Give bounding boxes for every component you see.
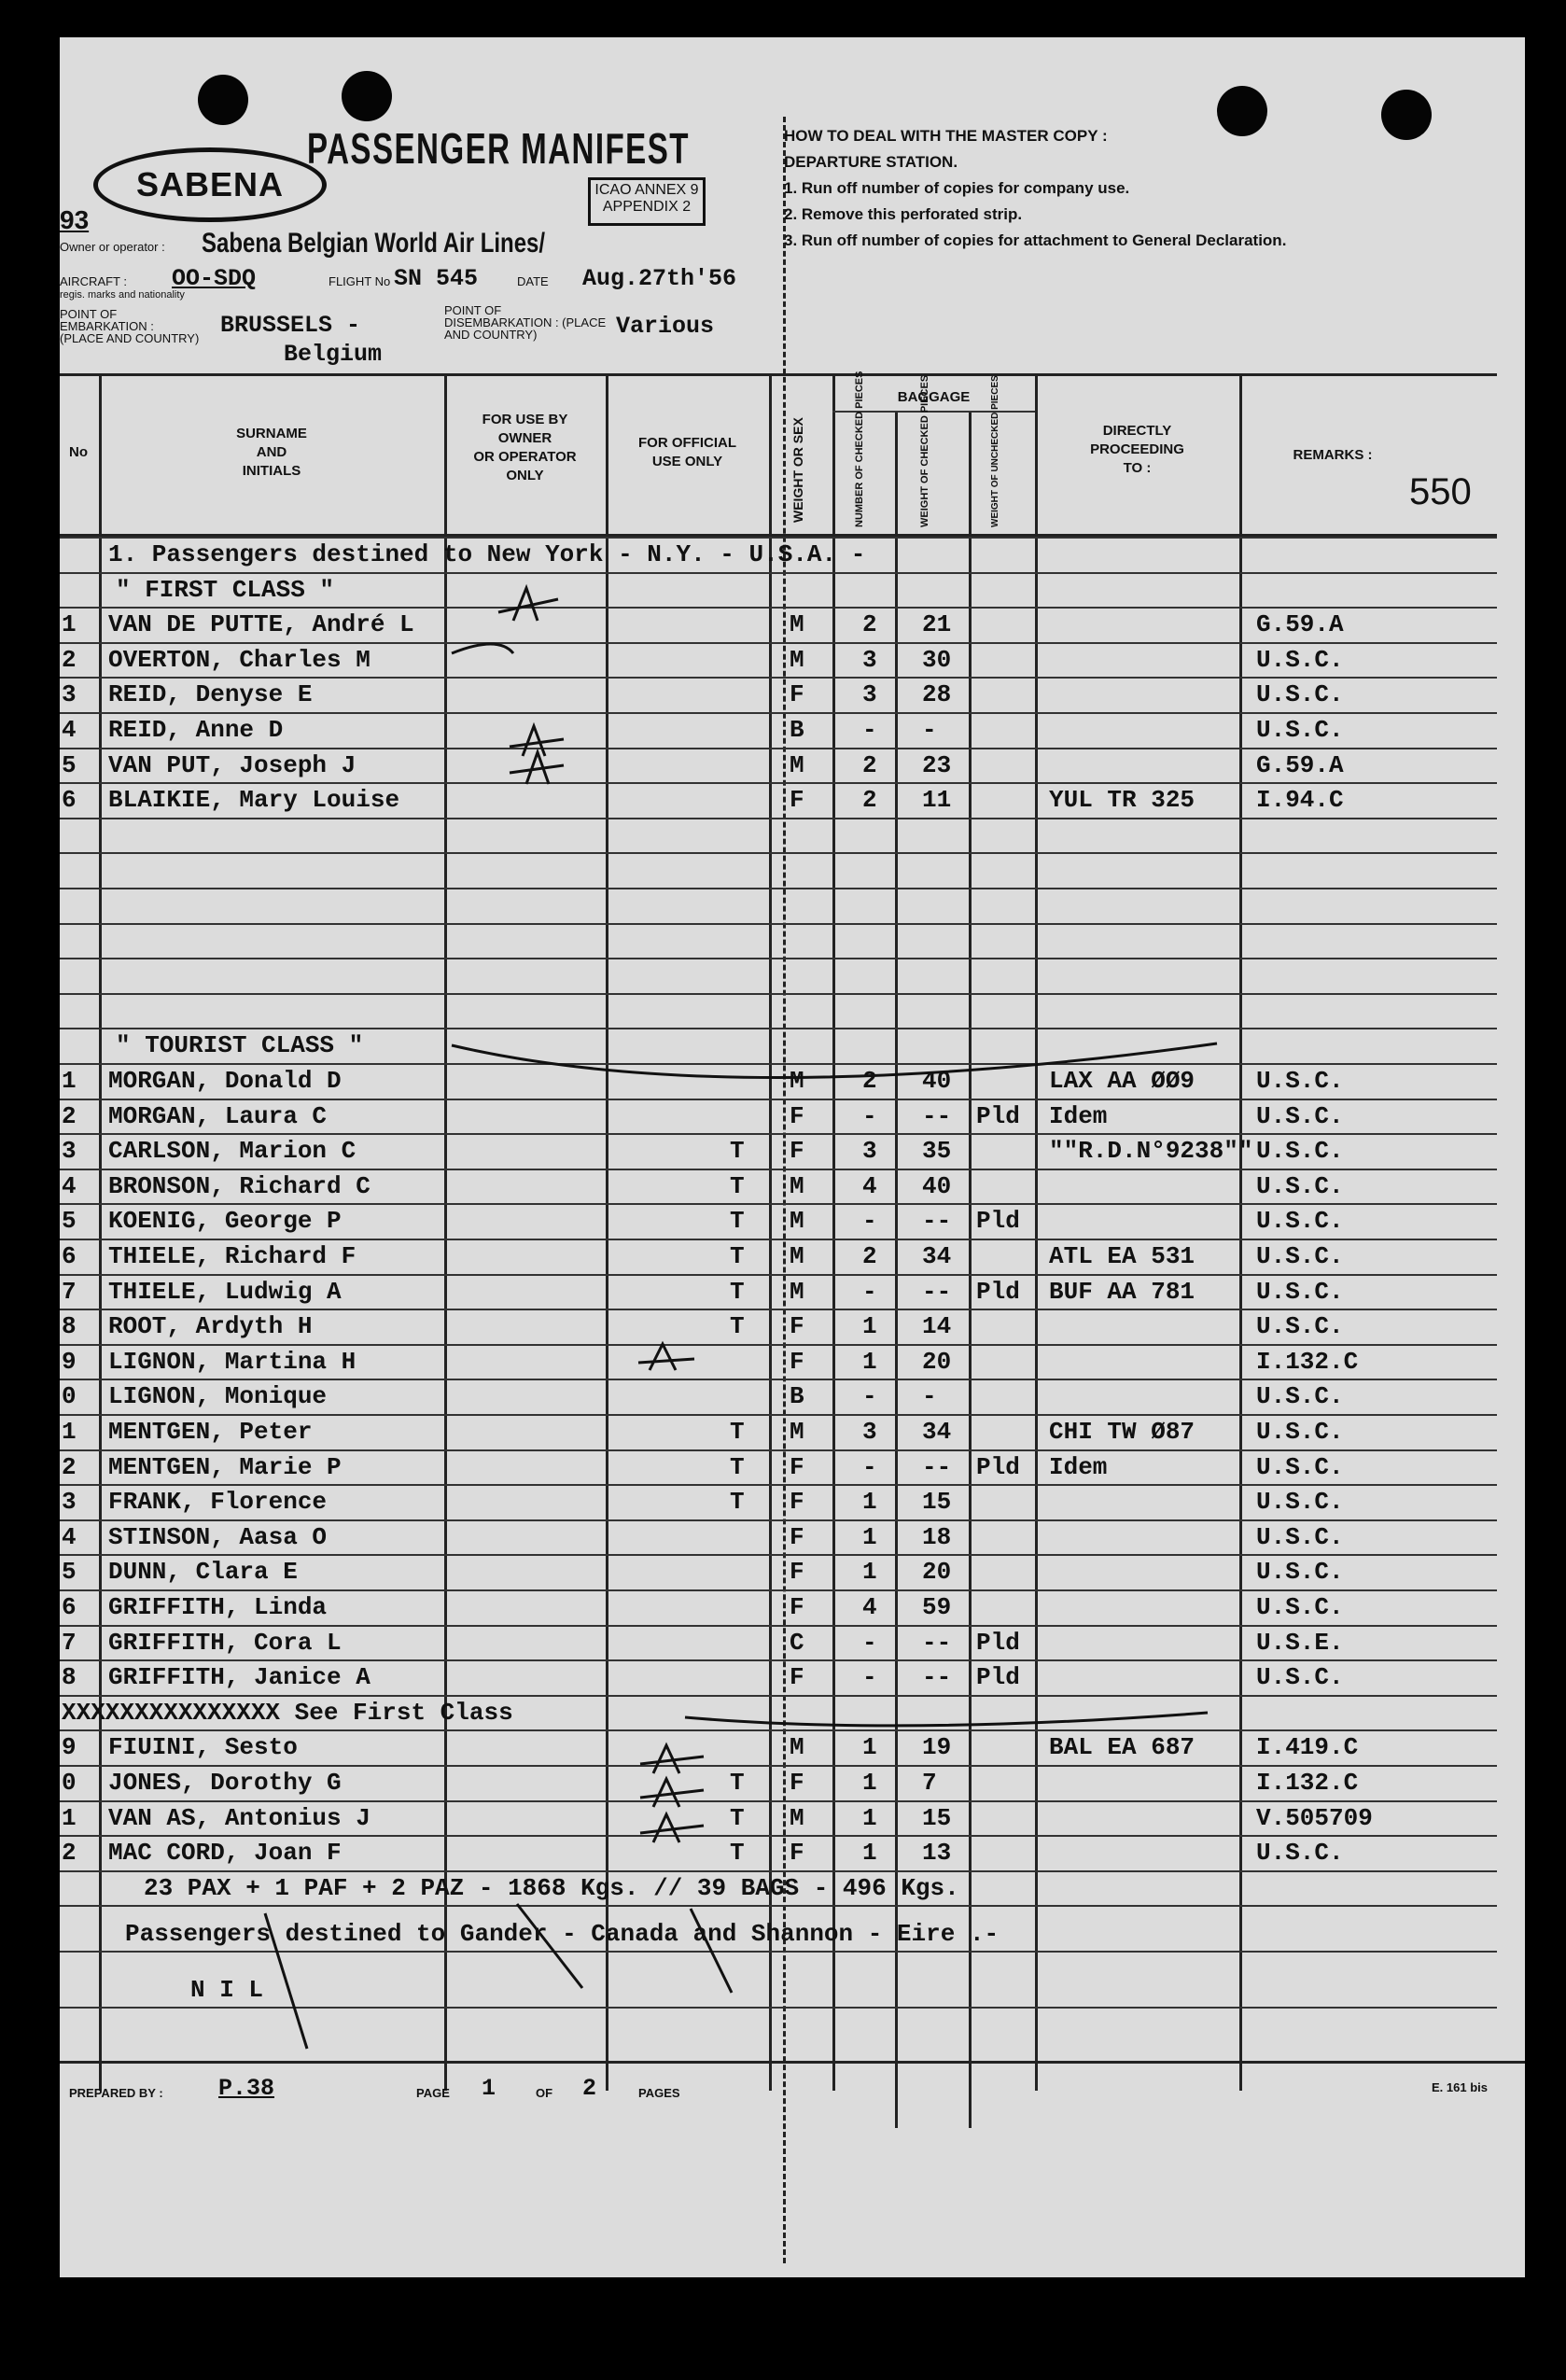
passenger-sex: M <box>790 645 804 674</box>
passenger-tourist-flag: T <box>730 1452 745 1481</box>
aircraft-sub: regis. marks and nationality <box>60 289 185 301</box>
proceeding-to: BUF AA 781 <box>1049 1277 1195 1306</box>
passenger-name: LIGNON, Martina H <box>108 1347 357 1376</box>
passenger-sex: F <box>790 1347 804 1376</box>
passenger-name: GRIFFITH, Janice A <box>108 1663 371 1692</box>
baggage-weight: 18 <box>922 1522 952 1551</box>
remarks: U.S.C. <box>1256 645 1344 674</box>
passenger-number: 1 <box>62 1418 77 1446</box>
remarks: G.59.A <box>1256 610 1344 639</box>
passenger-sex: M <box>790 1733 804 1762</box>
baggage-pieces: 1 <box>862 1488 877 1517</box>
baggage-pieces: 2 <box>862 786 877 815</box>
col-official-line: USE ONLY <box>651 454 723 469</box>
col-weight-sex: WEIGHT OR SEX <box>790 417 805 523</box>
baggage-weight: 28 <box>922 680 952 709</box>
remarks: V.505709 <box>1256 1803 1373 1832</box>
passenger-number: 7 <box>62 1277 77 1306</box>
remarks: I.94.C <box>1256 786 1344 815</box>
passenger-sex: F <box>790 1137 804 1166</box>
nil-entry: N I L <box>190 1975 264 2004</box>
passenger-name: MAC CORD, Joan F <box>108 1839 342 1868</box>
passenger-sex: F <box>790 680 804 709</box>
unchecked-baggage: Pld <box>976 1663 1020 1692</box>
col-surname-line: SURNAME <box>236 426 307 441</box>
passenger-sex: F <box>790 1101 804 1130</box>
passenger-name: REID, Anne D <box>108 716 284 744</box>
passenger-number: 2 <box>62 1101 77 1130</box>
instruction-line: 1. Run off number of copies for company use. <box>784 179 1130 197</box>
passenger-tourist-flag: T <box>730 1207 745 1236</box>
baggage-weight: - <box>922 1382 937 1411</box>
see-first-class-note: XXXXXXXXXXXXXXX See First Class <box>62 1698 513 1727</box>
unchecked-baggage: Pld <box>976 1628 1020 1657</box>
second-destination-heading: Passengers destined to Gander - Canada and Shannon - Eire .- <box>125 1919 1000 1948</box>
passenger-number: 8 <box>62 1312 77 1341</box>
baggage-pieces: 4 <box>862 1171 877 1200</box>
baggage-pieces: - <box>862 1101 877 1130</box>
baggage-pieces: 3 <box>862 1418 877 1446</box>
baggage-pieces: - <box>862 1277 877 1306</box>
passenger-name: REID, Denyse E <box>108 680 313 709</box>
handwritten-a-mark <box>640 1779 704 1807</box>
owner-value: Sabena Belgian World Air Lines/ <box>202 228 546 259</box>
passenger-sex: F <box>790 786 804 815</box>
proceeding-to: ATL EA 531 <box>1049 1242 1195 1270</box>
page-stamp-number: 550 <box>1409 471 1472 512</box>
baggage-pieces: - <box>862 1452 877 1481</box>
baggage-pieces: 3 <box>862 1137 877 1166</box>
remarks: U.S.E. <box>1256 1628 1344 1657</box>
baggage-weight: - <box>922 716 937 744</box>
prepared-label: PREPARED BY : <box>69 2086 163 2100</box>
passenger-tourist-flag: T <box>730 1171 745 1200</box>
baggage-weight: 30 <box>922 645 952 674</box>
form-code: E. 161 bis <box>1432 2080 1488 2094</box>
passenger-number: 8 <box>62 1663 77 1692</box>
baggage-pieces: 1 <box>862 1803 877 1832</box>
first-class-heading: " FIRST CLASS " <box>116 575 335 604</box>
remarks: U.S.C. <box>1256 716 1344 744</box>
col-unchecked-wt: WEIGHT OF UNCHECKED PIECES <box>990 375 1000 527</box>
handwritten-wave-mark <box>685 1713 1208 1726</box>
baggage-weight: -- <box>922 1628 952 1657</box>
passenger-tourist-flag: T <box>730 1769 745 1797</box>
passenger-tourist-flag: T <box>730 1839 745 1868</box>
passenger-number: 5 <box>62 1558 77 1587</box>
baggage-weight: 20 <box>922 1347 952 1376</box>
passenger-name: GRIFFITH, Cora L <box>108 1628 342 1657</box>
baggage-weight: -- <box>922 1277 952 1306</box>
passenger-number: 7 <box>62 1628 77 1657</box>
passenger-number: 0 <box>62 1382 77 1411</box>
baggage-pieces: - <box>862 1628 877 1657</box>
passenger-name: VAN PUT, Joseph J <box>108 750 357 779</box>
baggage-pieces: 1 <box>862 1558 877 1587</box>
baggage-pieces: 1 <box>862 1839 877 1868</box>
date-label: DATE <box>517 274 549 288</box>
col-no: No <box>69 444 88 460</box>
proceeding-to: BAL EA 687 <box>1049 1733 1195 1762</box>
col-proceeding-line: DIRECTLY <box>1102 423 1172 439</box>
handwritten-a-mark <box>638 1344 694 1370</box>
passenger-name: ROOT, Ardyth H <box>108 1312 313 1341</box>
passenger-name: STINSON, Aasa O <box>108 1522 328 1551</box>
col-checked-wt: WEIGHT OF CHECKED PIECES <box>919 374 930 527</box>
date-value: Aug.27th'56 <box>582 265 737 292</box>
passenger-name: MENTGEN, Peter <box>108 1418 313 1446</box>
handwritten-stroke-mark <box>265 1913 307 2049</box>
page-label: PAGE <box>416 2086 450 2100</box>
col-baggage: BAGGAGE <box>897 389 971 405</box>
baggage-pieces: - <box>862 1663 877 1692</box>
passenger-tourist-flag: T <box>730 1803 745 1832</box>
baggage-weight: 59 <box>922 1593 952 1621</box>
baggage-weight: -- <box>922 1101 952 1130</box>
passenger-sex: C <box>790 1628 804 1657</box>
footer-rule <box>60 2061 1525 2064</box>
remarks: U.S.C. <box>1256 1418 1344 1446</box>
passenger-tourist-flag: T <box>730 1277 745 1306</box>
passenger-number: 1 <box>62 1067 77 1095</box>
passenger-sex: M <box>790 1242 804 1270</box>
baggage-weight: 21 <box>922 610 952 639</box>
col-owner-line: FOR USE BY <box>482 412 568 427</box>
passenger-number: 3 <box>62 680 77 709</box>
remarks: U.S.C. <box>1256 1593 1344 1621</box>
passenger-number: 5 <box>62 750 77 779</box>
baggage-pieces: 1 <box>862 1312 877 1341</box>
passenger-sex: F <box>790 1839 804 1868</box>
remarks: U.S.C. <box>1256 1207 1344 1236</box>
baggage-pieces: 4 <box>862 1593 877 1621</box>
passenger-number: 6 <box>62 1242 77 1270</box>
instruction-line: 2. Remove this perforated strip. <box>784 205 1023 223</box>
passenger-number: 2 <box>62 1839 77 1868</box>
proceeding-to: CHI TW Ø87 <box>1049 1418 1195 1446</box>
proceeding-to: ""R.D.N°9238"" <box>1049 1137 1253 1166</box>
passenger-tourist-flag: T <box>730 1242 745 1270</box>
passenger-number: 9 <box>62 1733 77 1762</box>
handwritten-stroke-mark <box>517 1904 582 1988</box>
unchecked-baggage: Pld <box>976 1452 1020 1481</box>
baggage-pieces: 2 <box>862 1242 877 1270</box>
baggage-weight: 19 <box>922 1733 952 1762</box>
col-owner-line: OWNER <box>497 430 552 446</box>
passenger-name: THIELE, Richard F <box>108 1242 357 1270</box>
remarks: I.419.C <box>1256 1733 1359 1762</box>
baggage-weight: 35 <box>922 1137 952 1166</box>
instruction-line: HOW TO DEAL WITH THE MASTER COPY : <box>784 127 1108 145</box>
passenger-sex: F <box>790 1593 804 1621</box>
baggage-weight: 40 <box>922 1171 952 1200</box>
passenger-name: BLAIKIE, Mary Louise <box>108 786 400 815</box>
passenger-name: MENTGEN, Marie P <box>108 1452 342 1481</box>
passenger-sex: F <box>790 1522 804 1551</box>
passenger-sex: B <box>790 1382 804 1411</box>
baggage-weight: 40 <box>922 1067 952 1095</box>
instruction-line: DEPARTURE STATION. <box>784 153 958 171</box>
baggage-pieces: - <box>862 1207 877 1236</box>
passenger-tourist-flag: T <box>730 1137 745 1166</box>
passenger-sex: M <box>790 1803 804 1832</box>
baggage-weight: -- <box>922 1663 952 1692</box>
passenger-sex: F <box>790 1452 804 1481</box>
prepared-value: P.38 <box>218 2075 275 2102</box>
passenger-number: 3 <box>62 1488 77 1517</box>
passenger-number: 2 <box>62 1452 77 1481</box>
passenger-name: VAN AS, Antonius J <box>108 1803 371 1832</box>
sabena-logo: SABENA <box>93 147 327 222</box>
col-owner-line: OR OPERATOR <box>473 449 577 465</box>
handwritten-stroke-mark <box>691 1909 732 1993</box>
passenger-name: DUNN, Clara E <box>108 1558 298 1587</box>
tourist-class-heading: " TOURIST CLASS " <box>116 1031 364 1060</box>
baggage-pieces: 1 <box>862 1733 877 1762</box>
passenger-number: 6 <box>62 1593 77 1621</box>
passenger-number: 4 <box>62 716 77 744</box>
remarks: I.132.C <box>1256 1769 1359 1797</box>
passenger-name: VAN DE PUTTE, André L <box>108 610 414 639</box>
aircraft-value: OO-SDQ <box>172 265 257 292</box>
passenger-name: JONES, Dorothy G <box>108 1769 342 1797</box>
baggage-weight: 34 <box>922 1242 952 1270</box>
handwritten-dash-mark <box>452 644 513 653</box>
baggage-weight: 11 <box>922 786 952 815</box>
proceeding-to: Idem <box>1049 1452 1108 1481</box>
remarks: U.S.C. <box>1256 1382 1344 1411</box>
passenger-name: OVERTON, Charles M <box>108 645 371 674</box>
passenger-name: FRANK, Florence <box>108 1488 328 1517</box>
col-surname-line: INITIALS <box>242 463 301 479</box>
flight-value: SN 545 <box>394 265 479 292</box>
remarks: U.S.C. <box>1256 1522 1344 1551</box>
passenger-number: 2 <box>62 645 77 674</box>
proceeding-to: LAX AA ØØ9 <box>1049 1067 1195 1095</box>
baggage-weight: 23 <box>922 750 952 779</box>
form-number: 93 <box>60 205 90 234</box>
baggage-weight: 34 <box>922 1418 952 1446</box>
destination-heading: 1. Passengers destined to New York - N.Y. - U.S.A. - <box>108 540 866 568</box>
remarks: U.S.C. <box>1256 1277 1344 1306</box>
passenger-name: THIELE, Ludwig A <box>108 1277 342 1306</box>
remarks: U.S.C. <box>1256 1101 1344 1130</box>
passenger-sex: B <box>790 716 804 744</box>
baggage-weight: 20 <box>922 1558 952 1587</box>
unchecked-baggage: Pld <box>976 1101 1020 1130</box>
baggage-pieces: 2 <box>862 750 877 779</box>
baggage-pieces: 1 <box>862 1769 877 1797</box>
passenger-sex: M <box>790 1277 804 1306</box>
passenger-sex: M <box>790 1418 804 1446</box>
baggage-pieces: 2 <box>862 1067 877 1095</box>
passenger-number: 0 <box>62 1769 77 1797</box>
remarks: U.S.C. <box>1256 1067 1344 1095</box>
col-official-line: FOR OFFICIAL <box>638 435 736 451</box>
of-value: 2 <box>582 2075 597 2102</box>
passenger-name: GRIFFITH, Linda <box>108 1593 328 1621</box>
baggage-pieces: - <box>862 1382 877 1411</box>
embark-value-1: BRUSSELS - <box>220 312 361 339</box>
icao-line-2: APPENDIX 2 <box>602 199 692 215</box>
handwritten-a-mark <box>640 1745 704 1773</box>
handwritten-a-mark <box>498 588 558 621</box>
proceeding-to: YUL TR 325 <box>1049 786 1195 815</box>
remarks: I.132.C <box>1256 1347 1359 1376</box>
totals-line: 23 PAX + 1 PAF + 2 PAZ - 1868 Kgs. // 39 BAGS - 496 Kgs. <box>144 1873 959 1902</box>
col-owner-line: ONLY <box>506 468 544 483</box>
remarks: U.S.C. <box>1256 1839 1344 1868</box>
embark-label: POINT OF EMBARKATION : (PLACE AND COUNTRY) <box>60 307 200 345</box>
proceeding-to: Idem <box>1049 1101 1108 1130</box>
page-value: 1 <box>482 2075 496 2102</box>
pages-label: PAGES <box>638 2086 680 2100</box>
baggage-pieces: 2 <box>862 610 877 639</box>
col-checked-num: NUMBER OF CHECKED PIECES <box>854 371 865 527</box>
passenger-number: 1 <box>62 1803 77 1832</box>
baggage-pieces: - <box>862 716 877 744</box>
instruction-line: 3. Run off number of copies for attachment to General Declaration. <box>784 231 1287 249</box>
passenger-sex: M <box>790 1067 804 1095</box>
of-label: OF <box>536 2086 553 2100</box>
disembark-value: Various <box>616 313 715 340</box>
passenger-sex: M <box>790 1207 804 1236</box>
embark-value-2: Belgium <box>284 341 383 368</box>
passenger-tourist-flag: T <box>730 1312 745 1341</box>
passenger-sex: F <box>790 1663 804 1692</box>
passenger-number: 5 <box>62 1207 77 1236</box>
remarks: U.S.C. <box>1256 1171 1344 1200</box>
passenger-tourist-flag: T <box>730 1418 745 1446</box>
baggage-weight: 13 <box>922 1839 952 1868</box>
manifest-page <box>60 37 1525 2277</box>
baggage-pieces: 1 <box>862 1522 877 1551</box>
aircraft-label: AIRCRAFT : <box>60 274 127 288</box>
baggage-weight: -- <box>922 1207 952 1236</box>
unchecked-baggage: Pld <box>976 1207 1020 1236</box>
handwritten-wave-mark <box>452 1043 1217 1078</box>
passenger-tourist-flag: T <box>730 1488 745 1517</box>
col-proceeding-line: PROCEEDING <box>1090 441 1184 457</box>
baggage-weight: 15 <box>922 1803 952 1832</box>
passenger-sex: F <box>790 1769 804 1797</box>
col-remarks: REMARKS : <box>1293 447 1373 463</box>
passenger-sex: F <box>790 1488 804 1517</box>
remarks: U.S.C. <box>1256 1312 1344 1341</box>
baggage-pieces: 3 <box>862 645 877 674</box>
unchecked-baggage: Pld <box>976 1277 1020 1306</box>
disembark-label: POINT OF DISEMBARKATION : (PLACE AND COUNTRY) <box>444 303 607 342</box>
passenger-name: CARLSON, Marion C <box>108 1137 357 1166</box>
remarks: U.S.C. <box>1256 1663 1344 1692</box>
handwritten-a-mark <box>640 1814 704 1842</box>
passenger-sex: M <box>790 1171 804 1200</box>
baggage-pieces: 1 <box>862 1347 877 1376</box>
passenger-number: 1 <box>62 610 77 639</box>
form-title: PASSENGER MANIFEST <box>307 124 690 173</box>
passenger-name: KOENIG, George P <box>108 1207 342 1236</box>
owner-label: Owner or operator : <box>60 240 165 254</box>
remarks: U.S.C. <box>1256 1242 1344 1270</box>
col-proceeding-line: TO : <box>1123 460 1152 476</box>
baggage-pieces: 3 <box>862 680 877 709</box>
baggage-weight: -- <box>922 1452 952 1481</box>
passenger-name: BRONSON, Richard C <box>108 1171 371 1200</box>
baggage-weight: 14 <box>922 1312 952 1341</box>
remarks: U.S.C. <box>1256 1452 1344 1481</box>
icao-line-1: ICAO ANNEX 9 <box>594 182 699 198</box>
handwritten-marks <box>60 37 1525 2277</box>
passenger-name: MORGAN, Donald D <box>108 1067 342 1095</box>
remarks: U.S.C. <box>1256 1488 1344 1517</box>
passenger-name: FIUINI, Sesto <box>108 1733 298 1762</box>
passenger-number: 3 <box>62 1137 77 1166</box>
passenger-sex: F <box>790 1558 804 1587</box>
passenger-sex: F <box>790 1312 804 1341</box>
passenger-name: LIGNON, Monique <box>108 1382 328 1411</box>
passenger-sex: M <box>790 750 804 779</box>
baggage-weight: 15 <box>922 1488 952 1517</box>
remarks: U.S.C. <box>1256 680 1344 709</box>
passenger-number: 9 <box>62 1347 77 1376</box>
passenger-number: 4 <box>62 1171 77 1200</box>
passenger-name: MORGAN, Laura C <box>108 1101 328 1130</box>
handwritten-a-mark <box>510 752 564 784</box>
remarks: U.S.C. <box>1256 1558 1344 1587</box>
passenger-sex: M <box>790 610 804 639</box>
remarks: G.59.A <box>1256 750 1344 779</box>
remarks: U.S.C. <box>1256 1137 1344 1166</box>
passenger-number: 6 <box>62 786 77 815</box>
passenger-number: 4 <box>62 1522 77 1551</box>
col-surname-line: AND <box>256 444 287 460</box>
flight-label: FLIGHT No <box>329 274 391 288</box>
baggage-weight: 7 <box>922 1769 937 1797</box>
